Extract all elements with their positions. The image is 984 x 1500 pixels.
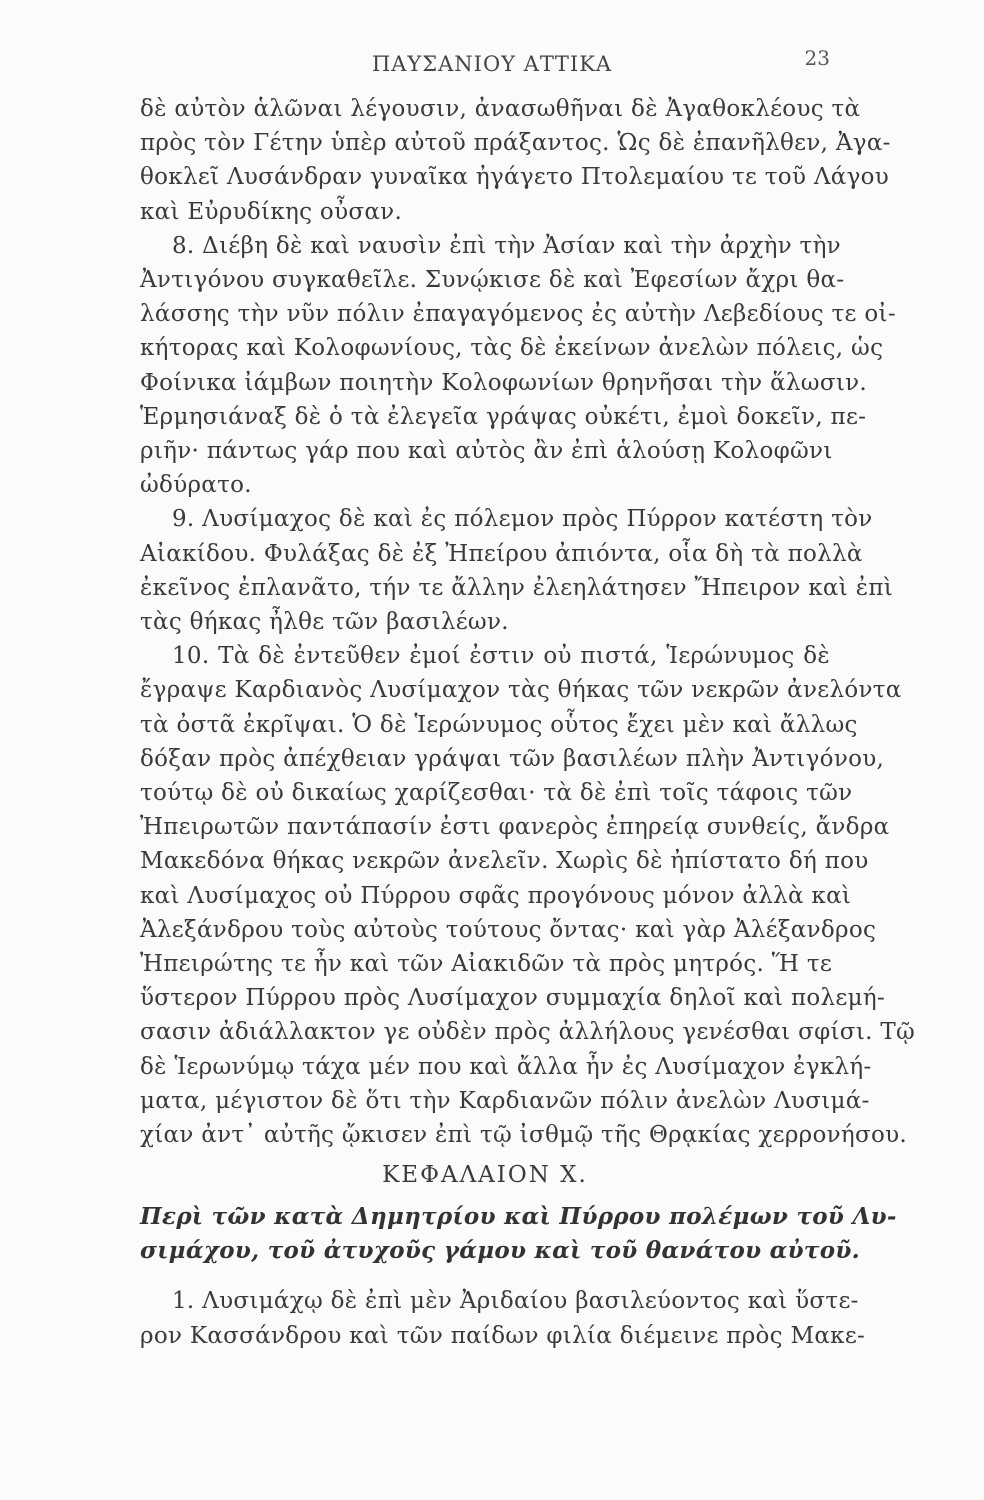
text-line: Ἀντιγόνου συγκαθεῖλε. Συνῴκισε δὲ καὶ Ἐφεσίων ἄχρι θα-: [140, 267, 845, 294]
text-line: Ἠπειρώτης τε ἦν καὶ τῶν Αἰακιδῶν τὰ πρὸς μητρός. Ἥ τε: [140, 951, 833, 978]
text-line: ἐκεῖνος ἐπλανᾶτο, τήν τε ἄλλην ἐλεηλάτησεν Ἤπειρον καὶ ἐπὶ: [140, 574, 894, 601]
text-line: Ἀλεξάνδρου τοὺς αὐτοὺς τούτους ὄντας· καὶ γὰρ Ἀλέξανδρος: [140, 916, 877, 943]
text-line: Μακεδόνα θήκας νεκρῶν ἀνελεῖν. Χωρὶς δὲ ἠπίστατο δή που: [140, 848, 869, 875]
text-line: πρὸς τὸν Γέτην ὑπὲρ αὐτοῦ πράξαντος. Ὡς δὲ ἐπανῆλθεν, Ἀγα-: [140, 130, 891, 157]
text-line: τούτῳ δὲ οὐ δικαίως χαρίζεσθαι· τὰ δὲ ἐπὶ τοῖς τάφοις τῶν: [140, 780, 853, 807]
text-line: κήτορας καὶ Κολοφωνίους, τὰς δὲ ἐκείνων ἀνελὼν πόλεις, ὡς: [140, 335, 884, 362]
text-line: θοκλεῖ Λυσάνδραν γυναῖκα ἠγάγετο Πτολεμαίου τε τοῦ Λάγου: [140, 164, 890, 191]
paragraph-x-1: [140, 1284, 866, 1352]
text-line: ὕστερον Πύρρου πρὸς Λυσίμαχον συμμαχία δηλοῖ καὶ πολεμή-: [140, 985, 886, 1012]
paragraph-8: [140, 229, 896, 503]
paragraph-10: [140, 639, 916, 1152]
text-line: ἔγραψε Καρδιανὸς Λυσίμαχον τὰς θήκας τῶν νεκρῶν ἀνελόντα: [140, 677, 902, 704]
text-line: τὰ ὀστᾶ ἐκρῖψαι. Ὁ δὲ Ἱερώνυμος οὗτος ἔχει μὲν καὶ ἄλλως: [140, 711, 858, 738]
summary-line: Περὶ τῶν κατὰ Δημητρίου καὶ Πύρρου πολέμων τοῦ Λυ-: [140, 1203, 897, 1231]
text-line: Ἑρμησιάναξ δὲ ὁ τὰ ἐλεγεῖα γράψας οὐκέτι, ἐμοὶ δοκεῖν, πε-: [140, 403, 867, 430]
text-line: σασιν ἀδιάλλακτον γε οὐδὲν πρὸς ἀλλήλους γενέσθαι σφίσι. Τῷ: [140, 1019, 916, 1046]
text-line: χίαν ἀντ᾽ αὐτῆς ᾤκισεν ἐπὶ τῷ ἰσθμῷ τῆς Θρᾳκίας χερρονήσου.: [140, 1122, 908, 1149]
summary-line: σιμάχου, τοῦ ἀτυχοῦς γάμου καὶ τοῦ θανάτου αὐτοῦ.: [140, 1237, 860, 1265]
text-line: καὶ Εὐρυδίκης οὖσαν.: [140, 198, 403, 225]
text-line: δὲ Ἱερωνύμῳ τάχα μέν που καὶ ἄλλα ἦν ἐς Λυσίμαχον ἐγκλή-: [140, 1053, 872, 1080]
text-line: Αἰακίδου. Φυλάξας δὲ ἐξ Ἠπείρου ἀπιόντα, οἷα δὴ τὰ πολλὰ: [140, 540, 863, 567]
text-line: Φοίνικα ἰάμβων ποιητὴν Κολοφωνίων θρηνῆσαι τὴν ἅλωσιν.: [140, 369, 868, 396]
text-line: ριῆν· πάντως γάρ που καὶ αὐτὸς ἂν ἐπὶ ἁλούσῃ Κολοφῶνι: [140, 438, 833, 465]
paragraph-7-end: [140, 92, 891, 229]
text-line: δόξαν πρὸς ἀπέχθειαν γράψαι τῶν βασιλέων πλὴν Ἀντιγόνου,: [140, 745, 885, 772]
text-line: λάσσης τὴν νῦν πόλιν ἐπαγαγόμενος ἐς αὐτὴν Λεβεδίους τε οἰ-: [140, 301, 896, 328]
text-line: 1. Λυσιμάχῳ δὲ ἐπὶ μὲν Ἀριδαίου βασιλεύοντος καὶ ὕστε-: [172, 1288, 859, 1315]
text-line: 9. Λυσίμαχος δὲ καὶ ἐς πόλεμον πρὸς Πύρρον κατέστη τὸν: [172, 506, 873, 533]
page-number: 23: [804, 46, 830, 70]
text-line: ματα, μέγιστον δὲ ὅτι τὴν Καρδιανῶν πόλιν ἀνελὼν Λυσιμά-: [140, 1087, 870, 1114]
text-line: Ἠπειρωτῶν παντάπασίν ἐστι φανερὸς ἐπηρείᾳ συνθείς, ἄνδρα: [140, 814, 890, 841]
body-text: [140, 92, 916, 1353]
text-line: καὶ Λυσίμαχος οὐ Πύρρου σφᾶς προγόνους μόνον ἀλλὰ καὶ: [140, 882, 852, 909]
running-title: ΠΑΥΣΑΝΙΟΥ ΑΤΤΙΚΑ: [371, 52, 613, 76]
paragraph-9: [140, 502, 894, 639]
text-line: 10. Τὰ δὲ ἐντεῦθεν ἐμοί ἐστιν οὐ πιστά, Ἱερώνυμος δὲ: [172, 643, 830, 670]
text-line: ρον Κασσάνδρου καὶ τῶν παίδων φιλία διέμεινε πρὸς Μακε-: [140, 1322, 866, 1349]
text-line: 8. Διέβη δὲ καὶ ναυσὶν ἐπὶ τὴν Ἀσίαν καὶ τὴν ἀρχὴν τὴν: [172, 232, 841, 259]
chapter-heading: ΚΕΦΑΛΑΙΟΝ Χ.: [382, 1162, 588, 1189]
text-line: δὲ αὐτὸν ἁλῶναι λέγουσιν, ἀνασωθῆναι δὲ Ἀγαθοκλέους τὰ: [140, 96, 861, 122]
text-line: τὰς θήκας ἦλθε τῶν βασιλέων.: [140, 609, 509, 636]
text-line: ὠδύρατο.: [140, 472, 252, 499]
chapter-summary: [140, 1200, 897, 1268]
